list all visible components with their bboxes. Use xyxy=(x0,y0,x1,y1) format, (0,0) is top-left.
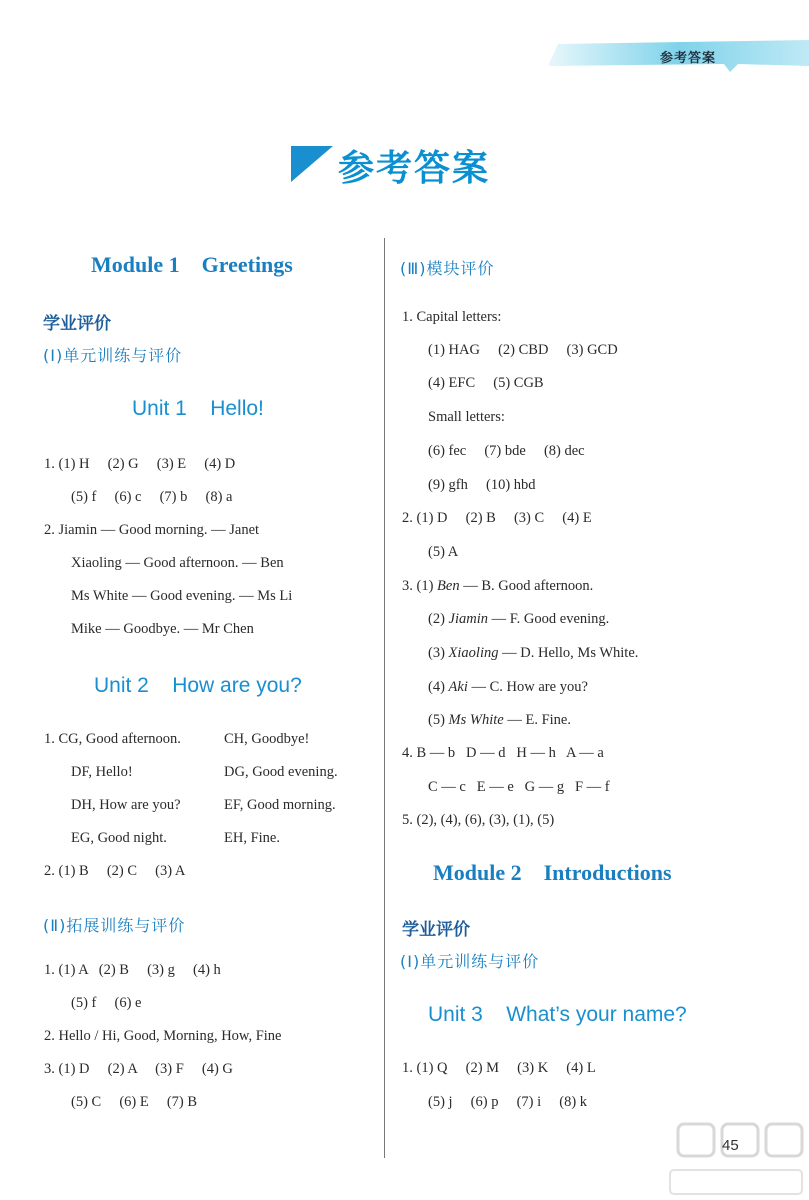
answer-line: EG, Good night. xyxy=(71,830,167,846)
answer-line: 1. (1) H (2) G (3) E (4) D xyxy=(44,456,236,472)
answer-line: DG, Good evening. xyxy=(224,764,338,780)
answer-line: (5) f (6) e xyxy=(71,995,142,1011)
answer-line: 3. (1) D (2) A (3) F (4) G xyxy=(44,1061,233,1077)
part-2-heading: (Ⅱ)拓展训练与评价 xyxy=(43,916,186,935)
header-ribbon-label: 参考答案 xyxy=(660,51,717,66)
answer-line: 1. (1) A (2) B (3) g (4) h xyxy=(44,962,221,978)
answer-line: CH, Goodbye! xyxy=(224,731,310,747)
answer-line: 5. (2), (4), (6), (3), (1), (5) xyxy=(402,812,555,828)
answer-line: DF, Hello! xyxy=(71,764,133,780)
eval-heading: 学业评价 xyxy=(402,920,470,940)
answer-line: 2. (1) B (2) C (3) A xyxy=(44,863,186,879)
eval-heading: 学业评价 xyxy=(43,314,111,334)
answer-line: EH, Fine. xyxy=(224,830,280,846)
answer-line: (1) HAG (2) CBD (3) GCD xyxy=(428,342,618,358)
answer-line: 1. (1) Q (2) M (3) K (4) L xyxy=(402,1060,596,1076)
part-1-heading: (Ⅰ)单元训练与评价 xyxy=(43,346,183,365)
unit-3-heading: Unit 3 What’s your name? xyxy=(428,1003,687,1026)
answer-line: 2. Hello / Hi, Good, Morning, How, Fine xyxy=(44,1028,282,1044)
module-1-heading: Module 1 Greetings xyxy=(91,252,293,277)
answer-line: DH, How are you? xyxy=(71,797,181,813)
watermark-stamp xyxy=(660,1118,809,1200)
answer-line: 2. Jiamin — Good morning. — Janet xyxy=(44,522,260,538)
answer-line: (5) C (6) E (7) B xyxy=(71,1094,198,1110)
answer-line: Small letters: xyxy=(428,409,505,425)
title-triangle-icon xyxy=(291,146,333,182)
answer-line: Ms White — Good evening. — Ms Li xyxy=(71,588,293,604)
answer-line: (4) Aki — C. How are you? xyxy=(428,679,588,695)
answer-line: 2. (1) D (2) B (3) C (4) E xyxy=(402,510,592,526)
unit-1-heading: Unit 1 Hello! xyxy=(132,397,264,420)
answer-line: (5) f (6) c (7) b (8) a xyxy=(71,489,233,505)
answer-line: (5) A xyxy=(428,544,459,560)
answer-line: 4. B — b D — d H — h A — a xyxy=(402,745,604,761)
answer-line: EF, Good morning. xyxy=(224,797,336,813)
answer-line: (4) EFC (5) CGB xyxy=(428,375,544,391)
answer-line: (6) fec (7) bde (8) dec xyxy=(428,443,585,459)
answer-line: Xiaoling — Good afternoon. — Ben xyxy=(71,555,284,571)
unit-2-heading: Unit 2 How are you? xyxy=(94,674,302,697)
part-3-heading: (Ⅲ)模块评价 xyxy=(400,259,495,278)
module-2-heading: Module 2 Introductions xyxy=(433,860,672,885)
answer-line: (9) gfh (10) hbd xyxy=(428,477,536,493)
answer-line: C — c E — e G — g F — f xyxy=(428,779,610,795)
answer-line: (5) Ms White — E. Fine. xyxy=(428,712,571,728)
column-divider xyxy=(384,238,385,1158)
answer-line: (5) j (6) p (7) i (8) k xyxy=(428,1094,588,1110)
answer-line: (3) Xiaoling — D. Hello, Ms White. xyxy=(428,645,639,661)
answer-line: 1. CG, Good afternoon. xyxy=(44,731,181,747)
answer-line: 1. Capital letters: xyxy=(402,309,502,325)
answer-line: Mike — Goodbye. — Mr Chen xyxy=(71,621,254,637)
answer-line: (2) Jiamin — F. Good evening. xyxy=(428,611,610,627)
answer-line: 3. (1) Ben — B. Good afternoon. xyxy=(402,578,594,594)
page-number: 45 xyxy=(722,1137,739,1154)
page-title: 参考答案 xyxy=(338,148,491,189)
part-1-heading: (Ⅰ)单元训练与评价 xyxy=(400,952,540,971)
